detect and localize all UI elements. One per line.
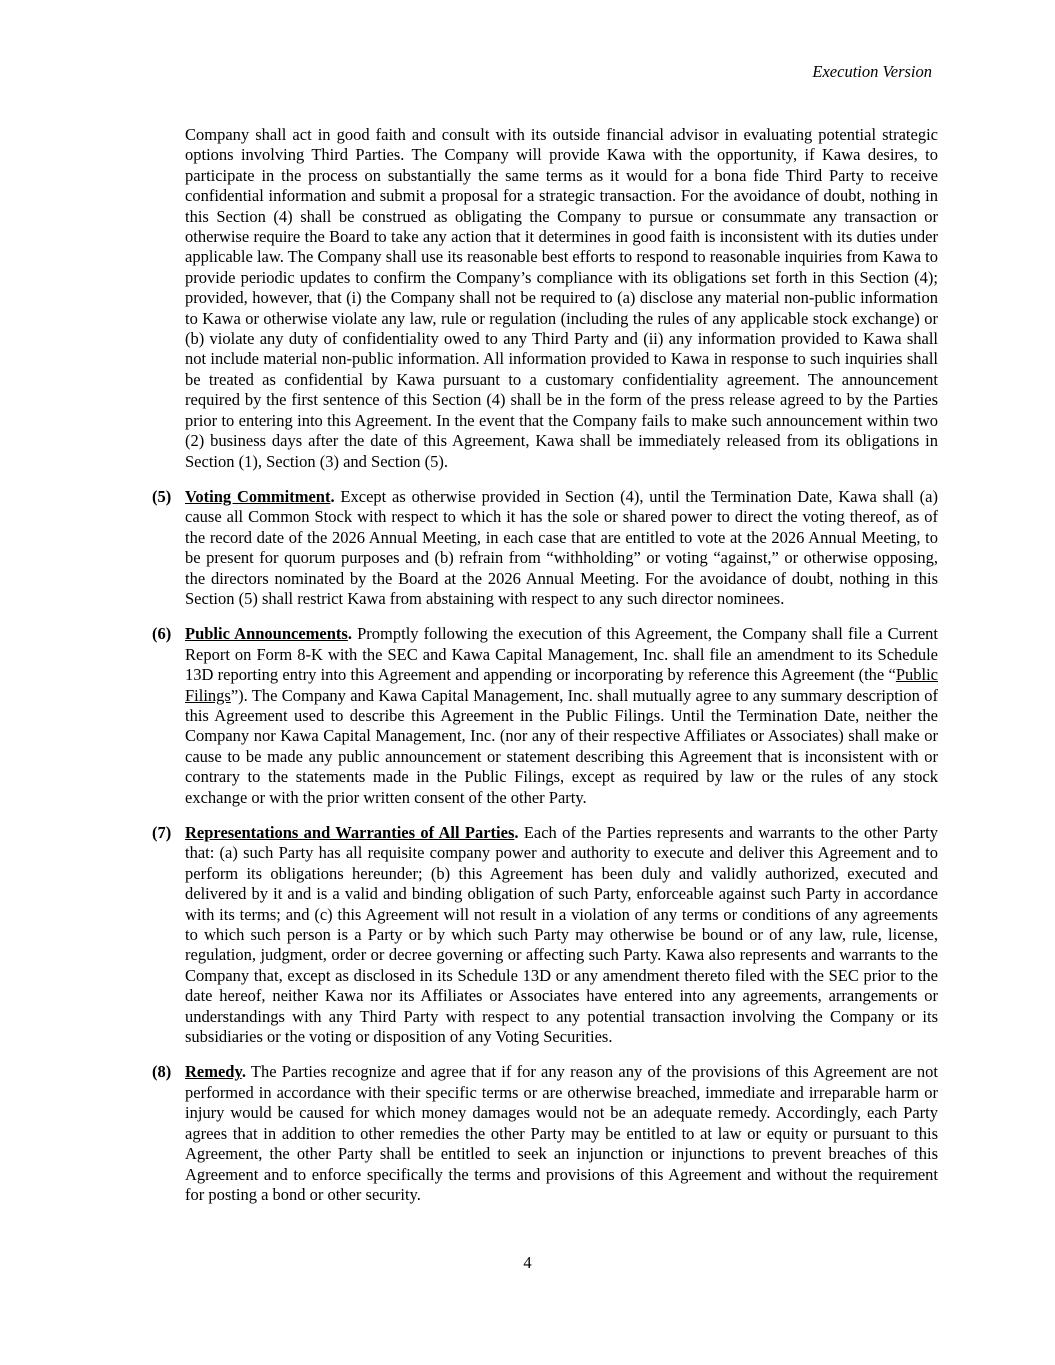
- section-heading: Representations and Warranties of All Parties: [185, 823, 515, 842]
- section-number: (6): [152, 624, 172, 644]
- section-paragraph: [152, 486, 938, 609]
- paragraph-text: .: [514, 823, 519, 842]
- section-paragraph: [152, 624, 938, 808]
- paragraph-text: Promptly following the execution of this Agreement, the Company shall file a Current Report on Form 8-K with the SEC and Kawa Capital Management, Inc. shall file an amendment to its Schedule 13D reporting entry into this Agreement and appending or incorporating by reference this Agreement (the “: [185, 624, 938, 685]
- section-heading: Remedy: [185, 1062, 242, 1082]
- header-execution-version: Execution Version: [812, 62, 932, 81]
- paragraph-text: ”). The Company and Kawa Capital Management, Inc. shall mutually agree to any summary description of this Agreement used to describe this Agreement in the Public Filings. Until the Termination Date, neither the Company nor Kawa Capital Management, Inc. (nor any of their respective Affiliates or Associates) shall make or cause to be made any public announcement or statement describing this Agreement that is inconsistent with or contrary to the statements made in the Public Filings, except as required by law or the rules of any stock exchange or with the prior written consent of the other Party.: [185, 685, 938, 807]
- paragraph-text: Except as otherwise provided in Section (4), until the Termination Date, Kawa shall (a) cause all Common Stock with respect to which it has the sole or shared power to direct the voting thereof, as of the record date of the 2026 Annual Meeting, in each case that are entitled to vote at the 2026 Annual Meeting, to be present for quorum purposes and (b) refrain from “withholding” or voting “against,” or otherwise opposing, the directors nominated by the Board at the 2026 Annual Meeting. For the avoidance of doubt, nothing in this Section (5) shall restrict Kawa from abstaining with respect to any such director nominees.: [185, 486, 938, 608]
- section-paragraph: [152, 823, 938, 1047]
- document-body: [152, 125, 938, 1220]
- section-number: (8): [152, 1062, 172, 1082]
- paragraph-text: Each of the Parties represents and warrants to the other Party that: (a) such Party has all requisite company power and authority to execute and deliver this Agreement and to perform its obligations hereunder; (b) this Agreement has been duly and validly authorized, executed and delivered by it and is a valid and binding obligation of such Party, enforceable against such Party in accordance with its terms; and (c) this Agreement will not result in a violation of any terms or conditions of any agreements to which such person is a Party or by which such Party may otherwise be bound or of any law, rule, license, regulation, judgment, order or decree governing or affecting such Party. Kawa also represents and warrants to the Company that, except as disclosed in its Schedule 13D or any amendment thereto filed with the SEC prior to the date hereof, neither Kawa nor its Affiliates or Associates have entered into any agreements, arrangements or understandings with any Third Party with respect to any potential transaction involving the Company or its subsidiaries or the voting or disposition of any Voting Securities.: [185, 823, 938, 1047]
- section-paragraph: [185, 125, 938, 472]
- page-number: 4: [523, 1253, 532, 1272]
- paragraph-text: .: [330, 486, 335, 506]
- paragraph-text: The Parties recognize and agree that if for any reason any of the provisions of this Agreement are not performed in accordance with their specific terms or are otherwise breached, immediate and irreparable harm or injury would be caused for which money damages would not be an adequate remedy. Accordingly, each Party agrees that in addition to other remedies the other Party may be entitled to at law or equity or pursuant to this Agreement, the other Party shall be entitled to seek an injunction or injunctions to prevent breaches of this Agreement and to enforce specifically the terms and provisions of this Agreement and without the requirement for posting a bond or other security.: [185, 1062, 938, 1204]
- section-heading: Public Announcements: [185, 624, 348, 644]
- paragraph-text: Public Filings: [185, 665, 938, 705]
- section-number: (7): [152, 823, 172, 842]
- section-heading: Voting Commitment: [185, 486, 331, 506]
- paragraph-text: .: [347, 624, 352, 644]
- paragraph-text: Company shall act in good faith and consult with its outside financial advisor in evaluating potential strategic options involving Third Parties. The Company will provide Kawa with the opportunity, if Kawa desires, to participate in the process on substantially the same terms as it would for a bona fide Third Party to receive confidential information and submit a proposal for a strategic transaction. For the avoidance of doubt, nothing in this Section (4) shall be construed as obligating the Company to pursue or consummate any transaction or otherwise require the Board to take any action that it determines in good faith is inconsistent with its duties under applicable law. The Company shall use its reasonable best efforts to respond to reasonable inquiries from Kawa to provide periodic updates to confirm the Company’s compliance with its obligations set forth in this Section (4); provided, however, that (i) the Company shall not be required to (a) disclose any material non-public information to Kawa or otherwise violate any law, rule or regulation (including the rules of any applicable stock exchange) or (b) violate any duty of confidentiality owed to any Third Party and (ii) any information provided to Kawa shall not include material non-public information. All information provided to Kawa in response to such inquiries shall be treated as confidential by Kawa pursuant to a customary confidentiality agreement. The announcement required by the first sentence of this Section (4) shall be in the form of the press release agreed to by the Parties prior to entering into this Agreement. In the event that the Company fails to make such announcement within two (2) business days after the date of this Agreement, Kawa shall be immediately released from its obligations in Section (1), Section (3) and Section (5).: [185, 125, 938, 471]
- section-number: (5): [152, 486, 172, 506]
- paragraph-text: .: [241, 1062, 246, 1082]
- section-paragraph: [152, 1062, 938, 1205]
